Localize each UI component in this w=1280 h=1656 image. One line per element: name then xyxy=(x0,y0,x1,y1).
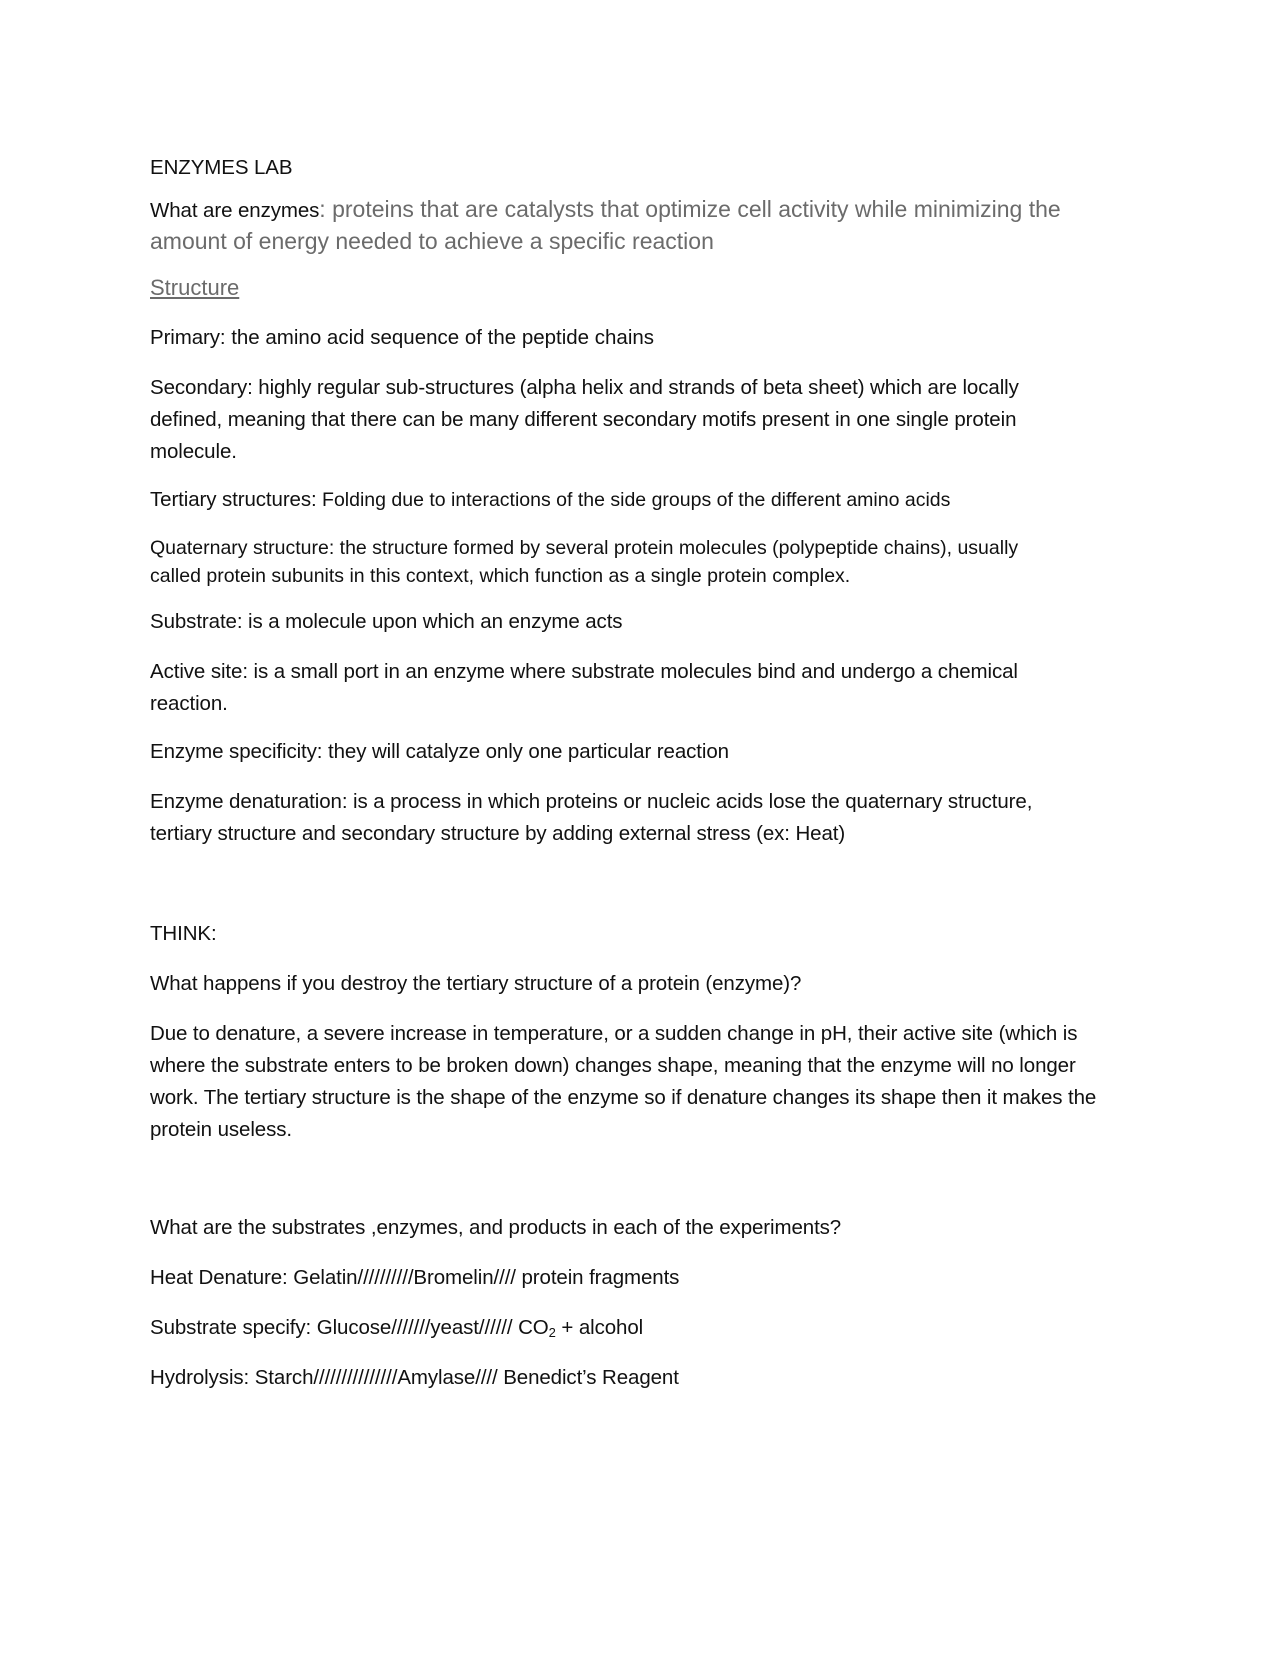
substrate-specify-text: Substrate specify: Glucose///////yeast////// CO xyxy=(150,1316,549,1339)
structure-heading-paragraph xyxy=(150,272,239,305)
substrate-specify-product: + alcohol xyxy=(555,1316,644,1339)
think-label: THINK: xyxy=(150,922,217,945)
tertiary-label: Tertiary structures: xyxy=(150,488,317,511)
primary-label: Primary: xyxy=(150,326,226,349)
tertiary-paragraph xyxy=(150,484,1130,516)
structure-heading: Structure xyxy=(150,275,240,300)
question-1: What happens if you destroy the tertiary structure of a protein (enzyme)? xyxy=(150,972,802,995)
what-are-enzymes-label: What are enzymes xyxy=(150,199,320,222)
what-are-enzymes-answer: : proteins that are catalysts that optimize cell activity while minimizing the amount of energy needed to achieve a specific reaction xyxy=(150,196,1061,254)
substrate-paragraph: Substrate: is a molecule upon which an enzyme acts xyxy=(150,610,623,633)
enzyme-denaturation-paragraph: Enzyme denaturation: is a process in which proteins or nucleic acids lose the quaternary structure, tertiary structure and secondary structure by adding external stress (ex: Heat) xyxy=(150,790,1033,845)
answer-1: Due to denature, a severe increase in temperature, or a sudden change in pH, their active site (which is where the substrate enters to be broken down) changes shape, meaning that the enzyme will no longer work. The tertiary structure is the shape of the enzyme so if denature changes its shape then it makes the protein useless. xyxy=(150,1022,1097,1141)
primary-text: the amino acid sequence of the peptide chains xyxy=(225,326,655,349)
question-2: What are the substrates ,enzymes, and products in each of the experiments? xyxy=(150,1216,842,1239)
primary-paragraph xyxy=(150,322,1130,354)
hydrolysis-line: Hydrolysis: Starch///////////////Amylase//// Benedict’s Reagent xyxy=(150,1366,679,1389)
what-are-enzymes-paragraph xyxy=(150,194,1130,258)
substrate-specify-line xyxy=(150,1312,1130,1349)
enzyme-specificity-paragraph: Enzyme specificity: they will catalyze only one particular reaction xyxy=(150,740,729,763)
document-title: ENZYMES LAB xyxy=(150,156,293,179)
active-site-paragraph: Active site: is a small port in an enzyme where substrate molecules bind and undergo a chemical reaction. xyxy=(150,660,1018,715)
co2-subscript: 2 xyxy=(548,1325,556,1340)
tertiary-text: Folding due to interactions of the side groups of the different amino acids xyxy=(316,489,951,511)
heat-denature-line: Heat Denature: Gelatin//////////Bromelin//// protein fragments xyxy=(150,1266,680,1289)
secondary-paragraph: Secondary: highly regular sub-structures (alpha helix and strands of beta sheet) which are locally defined, meaning that there can be many different secondary motifs present in one single protein molecule. xyxy=(150,376,1019,463)
quaternary-paragraph: Quaternary structure: the structure formed by several protein molecules (polypeptide chains), usually called protein subunits in this context, which function as a single protein complex. xyxy=(150,537,1019,587)
